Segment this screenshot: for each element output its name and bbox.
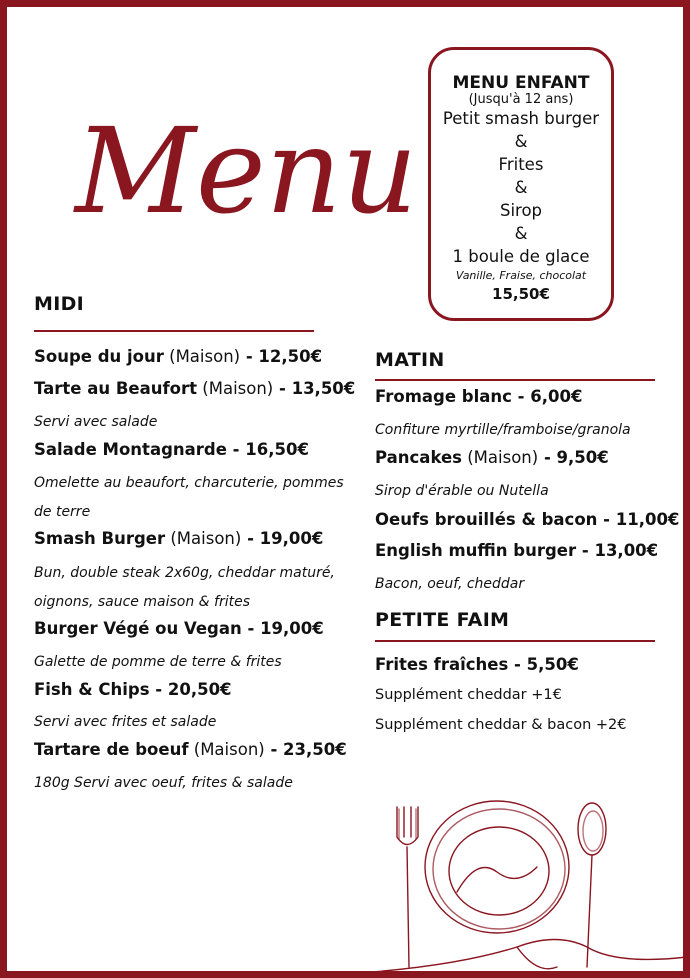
- kids-menu-line: 1 boule de glace: [452, 247, 590, 266]
- section-rule-matin: [375, 379, 655, 381]
- kids-menu-line: Petit smash burger: [442, 109, 600, 128]
- menu-item-desc: 180g Servi avec oeuf, frites & salade: [34, 775, 293, 791]
- kids-menu-age: (Jusqu'à 12 ans): [468, 92, 574, 107]
- kids-menu-flavors: Vanille, Fraise, chocolat: [455, 269, 587, 282]
- menu-item-desc: Galette de pomme de terre & frites: [34, 654, 282, 670]
- menu-item-desc: Servi avec salade: [34, 414, 158, 430]
- section-rule-midi: [34, 330, 314, 332]
- supplement-cheddar: Supplément cheddar +1€: [375, 687, 562, 703]
- section-title-matin: MATIN: [375, 349, 445, 371]
- kids-menu-line: &: [514, 224, 528, 243]
- menu-item-frites: Frites fraîches - 5,50€: [375, 655, 579, 674]
- menu-item-soupe: Soupe du jour (Maison) - 12,50€: [34, 347, 323, 366]
- kids-menu-line: &: [514, 132, 528, 151]
- menu-item-tarte: Tarte au Beaufort (Maison) - 13,50€: [34, 379, 356, 398]
- menu-item-oeufs: Oeufs brouillés & bacon - 11,00€: [375, 510, 680, 529]
- kids-menu-line: Frites: [498, 155, 544, 174]
- supplement-cheddar-bacon: Supplément cheddar & bacon +2€: [375, 717, 627, 733]
- kids-menu-box: [428, 47, 614, 321]
- menu-item-desc: Sirop d'érable ou Nutella: [375, 483, 549, 499]
- plate-fork-spoon-icon: [387, 797, 687, 977]
- menu-item-salade: Salade Montagnarde - 16,50€: [34, 440, 309, 459]
- menu-item-muffin-burger: English muffin burger - 13,00€: [375, 541, 659, 560]
- kids-menu-line: Sirop: [499, 201, 543, 220]
- menu-item-fromage-blanc: Fromage blanc - 6,00€: [375, 387, 583, 406]
- kids-menu-price: 15,50€: [492, 285, 550, 303]
- menu-title-text: Menu: [75, 102, 418, 240]
- menu-item-burger-vege: Burger Végé ou Vegan - 19,00€: [34, 619, 324, 638]
- menu-item-desc: Confiture myrtille/framboise/granola: [375, 422, 631, 438]
- kids-menu-line: &: [514, 178, 528, 197]
- menu-item-pancakes: Pancakes (Maison) - 9,50€: [375, 448, 609, 467]
- menu-item-smash-burger: Smash Burger (Maison) - 19,00€: [34, 529, 324, 548]
- menu-item-desc: Bacon, oeuf, cheddar: [375, 576, 525, 592]
- menu-item-fish-chips: Fish & Chips - 20,50€: [34, 680, 232, 699]
- menu-item-desc: Servi avec frites et salade: [34, 714, 217, 730]
- menu-item-desc: Omelette au beaufort, charcuterie, pommes de terre: [34, 475, 344, 520]
- menu-script-title: [67, 62, 418, 252]
- section-rule-petite-faim: [375, 640, 655, 642]
- menu-item-tartare: Tartare de boeuf (Maison) - 23,50€: [34, 740, 347, 759]
- kids-menu-title: MENU ENFANT: [452, 73, 590, 93]
- section-title-petite-faim: PETITE FAIM: [375, 609, 510, 631]
- section-title-midi: MIDI: [34, 293, 85, 315]
- menu-item-desc: Bun, double steak 2x60g, cheddar maturé, oignons, sauce maison & frites: [34, 565, 335, 610]
